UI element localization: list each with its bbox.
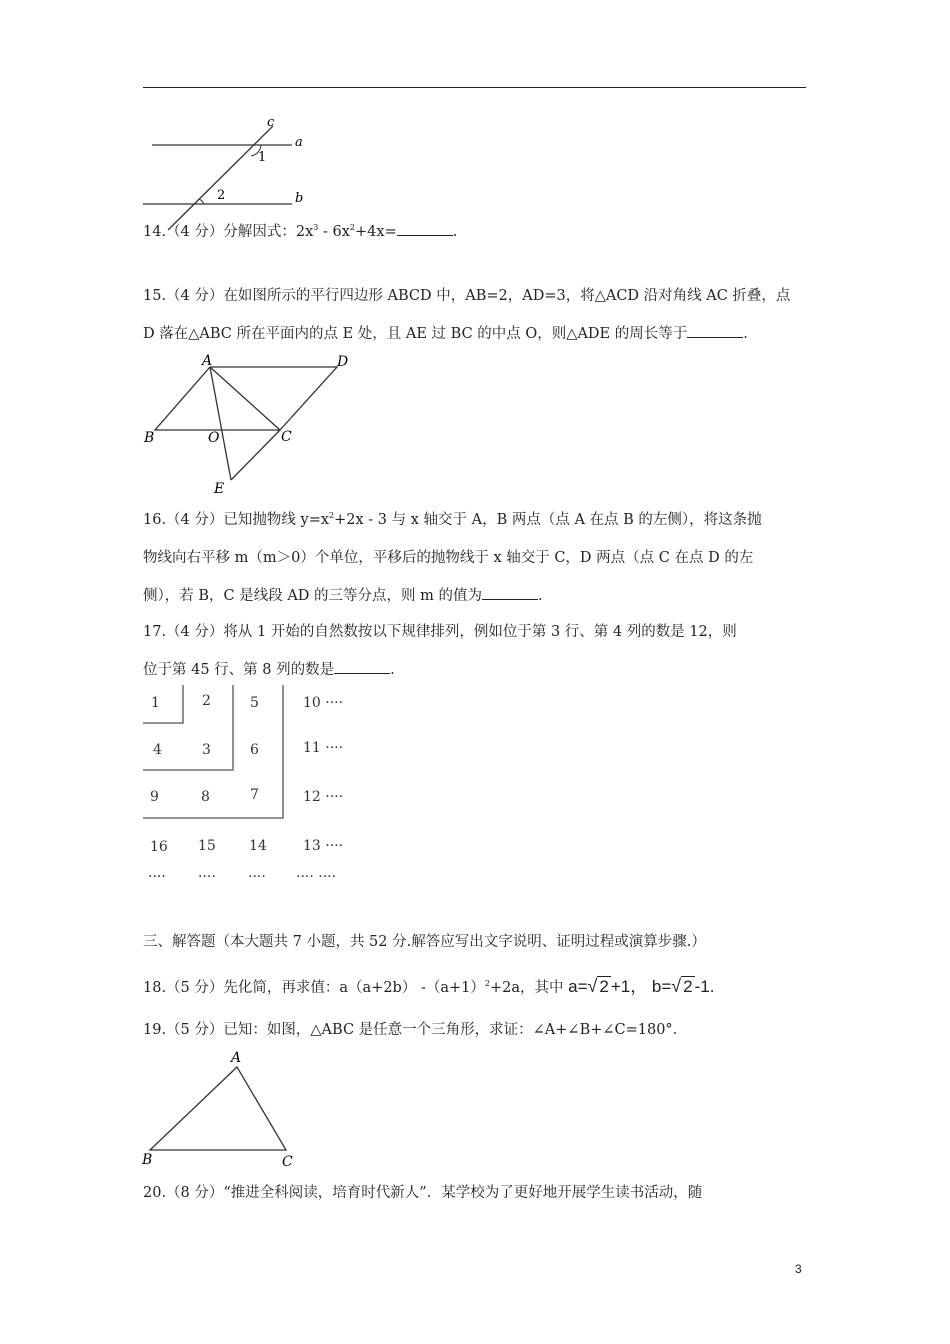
label-B: B	[142, 1152, 153, 1168]
angle-2-arc	[199, 199, 204, 204]
segment-AE	[210, 367, 231, 480]
triangle-figure	[140, 1045, 310, 1175]
parallel-lines-figure	[140, 112, 320, 237]
grid-cell: 6	[250, 742, 259, 758]
answer-blank	[687, 323, 743, 338]
grid-cell: ····	[148, 869, 166, 885]
grid-cell: 12 ····	[303, 789, 344, 805]
label-C: C	[282, 1154, 293, 1170]
grid-cell: 13 ····	[303, 838, 344, 854]
label-b: b	[295, 191, 304, 206]
label-D: D	[337, 354, 349, 370]
label-c: c	[267, 115, 275, 130]
question-18: 18.（5 分）先化简，再求值：a（a+2b） $-(a+1)^2+2a$，其中 a=√ 2 +1， b=√ 2 -1.	[143, 976, 715, 996]
answer-blank	[397, 221, 453, 236]
question-17-line-2: 位于第 45 行、第 8 列的数是 .	[143, 659, 808, 680]
grid-cell: 9	[150, 789, 159, 805]
question-15-line-1: 15.（4 分）在如图所示的平行四边形 ABCD 中，AB=2，AD=3，将△ACD 沿对角线 AC 折叠，点	[143, 288, 791, 304]
label-B: B	[144, 430, 155, 446]
question-19: 19.（5 分）已知：如图，△ABC 是任意一个三角形，求证：∠A+∠B+∠C=180°．	[143, 1022, 688, 1038]
label-O: O	[208, 430, 220, 446]
grid-cell: ····	[198, 869, 216, 885]
grid-cell: 8	[201, 789, 210, 805]
parallelogram-outline	[155, 367, 337, 430]
triangle-outline	[150, 1067, 286, 1150]
number-grid-figure	[140, 685, 370, 890]
section-3-heading: 三、解答题（本大题共 7 小题，共 52 分.解答应写出文字说明、证明过程或演算步骤.）	[143, 934, 706, 950]
question-14: 14.（4 分）分解因式：$2x^3 - 6x^2+4x=$ .	[143, 223, 458, 240]
label-angle-2: 2	[217, 188, 226, 203]
question-15-line-2: D 落在△ABC 所在平面内的点 E 处，且 AE 过 BC 的中点 O，则△ADE 的周长等于 .	[143, 323, 808, 344]
segment-EC	[231, 430, 280, 480]
grid-cell: 11 ····	[303, 740, 344, 756]
grid-cell: 5	[250, 695, 259, 711]
grid-cell: 16	[150, 839, 168, 855]
answer-blank	[482, 585, 538, 600]
label-a: a	[295, 135, 303, 150]
grid-cell: 14	[249, 838, 267, 854]
question-16-line-1: 16.（4 分）已知抛物线 $y=x^2+2x - 3$ 与 x 轴交于 A，B 两点（点 A 在点 B 的左侧），将这条抛	[143, 511, 762, 528]
header-rule	[143, 87, 806, 88]
question-16-line-2: 物线向右平移 m（m＞0）个单位，平移后的抛物线于 x 轴交于 C，D 两点（点 C 在点 D 的左	[143, 550, 754, 566]
grid-cell: 10 ····	[303, 695, 344, 711]
question-17-line-1: 17.（4 分）将从 1 开始的自然数按以下规律排列，例如位于第 3 行、第 4 列的数是 12，则	[143, 624, 737, 640]
formula-b: b=√ 2 -1.	[651, 976, 715, 996]
grid-cell: ····	[248, 869, 266, 885]
grid-cell: ···· ····	[296, 869, 337, 885]
grid-bracket-1	[143, 685, 183, 723]
grid-cell: 7	[250, 787, 259, 803]
question-20: 20.（8 分）“推进全科阅读，培育时代新人”．某学校为了更好地开展学生读书活动，随	[143, 1185, 703, 1201]
grid-cell: 2	[202, 693, 211, 709]
label-angle-1: 1	[258, 150, 267, 165]
label-A: A	[202, 353, 213, 369]
question-16-line-3: 侧），若 B，C 是线段 AD 的三等分点，则 m 的值为 .	[143, 585, 808, 606]
answer-blank	[334, 659, 390, 674]
page-number: 3	[795, 1262, 802, 1276]
grid-bracket-3	[143, 685, 283, 818]
grid-cell: 15	[198, 838, 216, 854]
grid-cell: 4	[153, 742, 162, 758]
label-E: E	[214, 481, 225, 497]
label-C: C	[281, 429, 292, 445]
parallelogram-figure	[140, 350, 365, 500]
grid-cell: 1	[151, 695, 160, 711]
label-A: A	[231, 1050, 242, 1066]
formula-a: a=√ 2 +1，	[568, 976, 648, 996]
grid-cell: 3	[202, 742, 211, 758]
line-c	[168, 126, 273, 230]
